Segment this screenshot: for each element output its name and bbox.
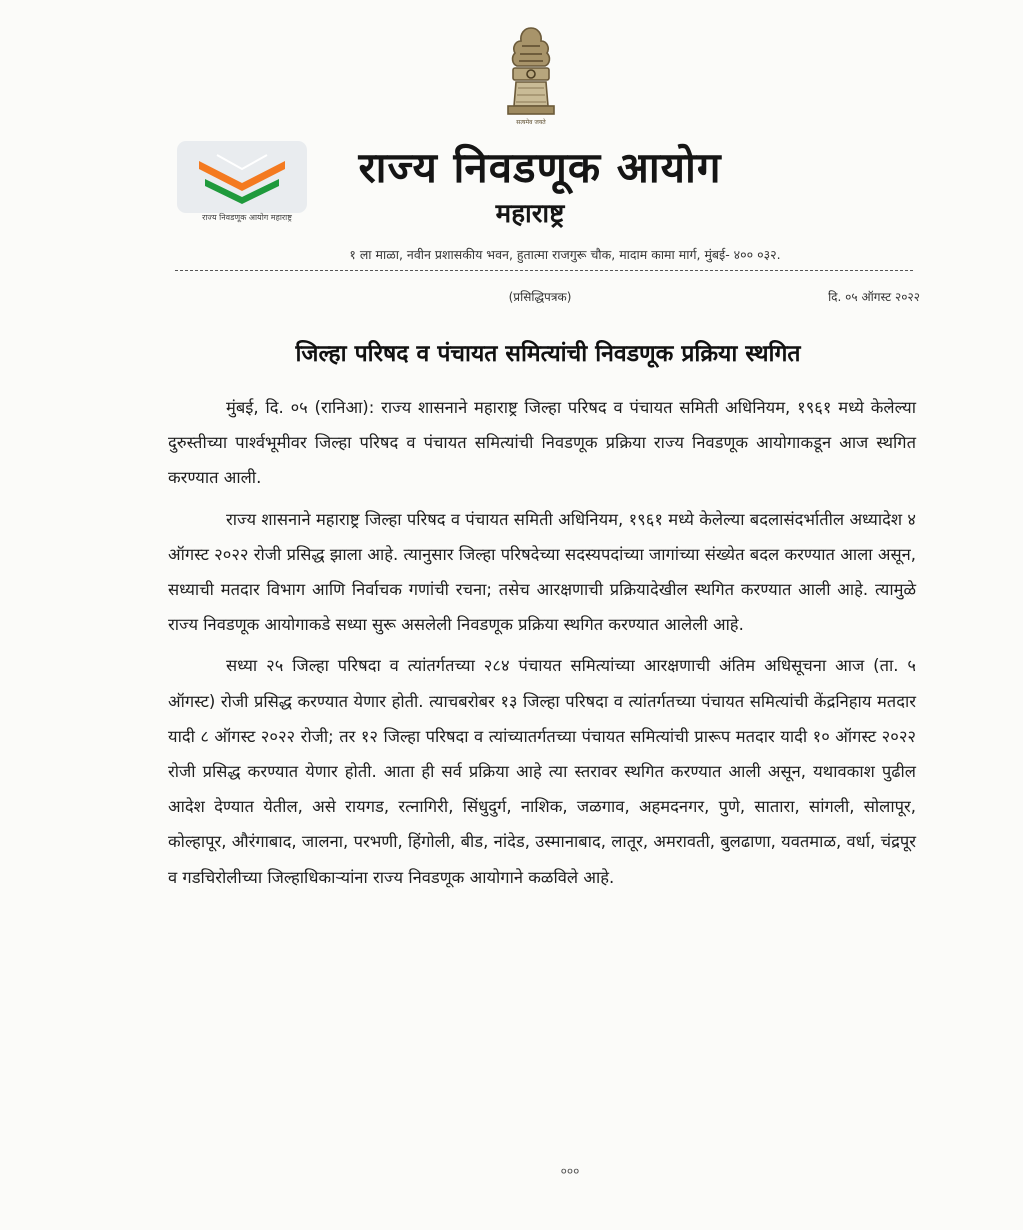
article-headline: जिल्हा परिषद व पंचायत समित्यांची निवडणूक प्रक्रिया स्थगित <box>295 341 801 367</box>
ashoka-emblem-icon <box>498 22 564 130</box>
paragraph-1: मुंबई, दि. ०५ (रानिआ): राज्य शासनाने महाराष्ट्र जिल्हा परिषद व पंचायत समिती अधिनियम, १९६१ मध्ये केलेल्या दुरुस्तीच्या पार्श्वभूमीवर जिल्हा परिषद व पंचायत समित्यांची निवडणूक प्रक्रिया राज्य निवडणूक आयोगाकडून आज स्थगित करण्यात आली. <box>168 398 916 488</box>
paragraph-2: राज्य शासनाने महाराष्ट्र जिल्हा परिषद व पंचायत समिती अधिनियम, १९६१ मध्ये केलेल्या बदलासंदर्भातील अध्यादेश ४ ऑगस्ट २०२२ रोजी प्रसिद्ध झाला आहे. त्यानुसार जिल्हा परिषदेच्या सदस्यपदांच्या जागांच्या संख्येत बदल करण्यात आला असून, सध्याची मतदार विभाग आणि निर्वाचक गणांची रचना; तसेच आरक्षणाची प्रक्रियादेखील स्थगित करण्यात आली आहे. त्यामुळे राज्य निवडणूक आयोगाकडे सध्या सुरू असलेली निवडणूक प्रक्रिया स्थगित करण्यात आलेली आहे. <box>168 509 916 635</box>
organization-title: राज्य निवडणूक आयोग <box>358 143 722 192</box>
article-body <box>168 390 916 901</box>
release-date: दि. ०५ ऑगस्ट २०२२ <box>828 290 920 304</box>
organization-state: महाराष्ट्र <box>495 199 565 229</box>
paragraph-3: सध्या २५ जिल्हा परिषदा व त्यांतर्गतच्या २८४ पंचायत समित्यांच्या आरक्षणाची अंतिम अधिसूचना आज (ता. ५ ऑगस्ट) रोजी प्रसिद्ध करण्यात येणार होती. त्याचबरोबर १३ जिल्हा परिषदा व त्यांतर्गतच्या पंचायत समित्यांची केंद्रनिहाय मतदार यादी ८ ऑगस्ट २०२२ रोजी; तर १२ जिल्हा परिषदा व त्यांच्यातर्गतच्या पंचायत समित्यांची प्रारूप मतदार यादी १० ऑगस्ट २०२२ रोजी प्रसिद्ध करण्यात येणार होती. आता ही सर्व प्रक्रिया आहे त्या स्तरावर स्थगित करण्यात आली असून, यथावकाश पुढील आदेश देण्यात येतील, असे रायगड, रत्नागिरी, सिंधुदुर्ग, नाशिक, जळगाव, अहमदनगर, पुणे, सातारा, सांगली, सोलापूर, कोल्हापूर, औरंगाबाद, जालना, परभणी, हिंगोली, बीड, नांदेड, उस्मानाबाद, लातूर, अमरावती, बुलढाणा, यवतमाळ, वर्धा, चंद्रपूर व गडचिरोलीच्या जिल्हाधिकाऱ्यांना राज्य निवडणूक आयोगाने कळविले आहे. <box>168 656 916 887</box>
sec-maharashtra-logo-icon <box>177 141 307 213</box>
end-mark: ००० <box>560 1164 580 1178</box>
organization-address: १ ला माळा, नवीन प्रशासकीय भवन, हुतात्मा राजगुरू चौक, मादाम कामा मार्ग, मुंबई- ४०० ०३२. <box>349 247 781 262</box>
svg-text:सत्यमेव जयते: सत्यमेव जयते <box>516 119 546 126</box>
press-release-tag: (प्रसिद्धिपत्रक) <box>508 290 572 304</box>
header-divider <box>175 270 913 271</box>
sec-logo-badge <box>177 141 307 213</box>
logo-caption: राज्य निवडणूक आयोग महाराष्ट्र <box>202 213 292 222</box>
